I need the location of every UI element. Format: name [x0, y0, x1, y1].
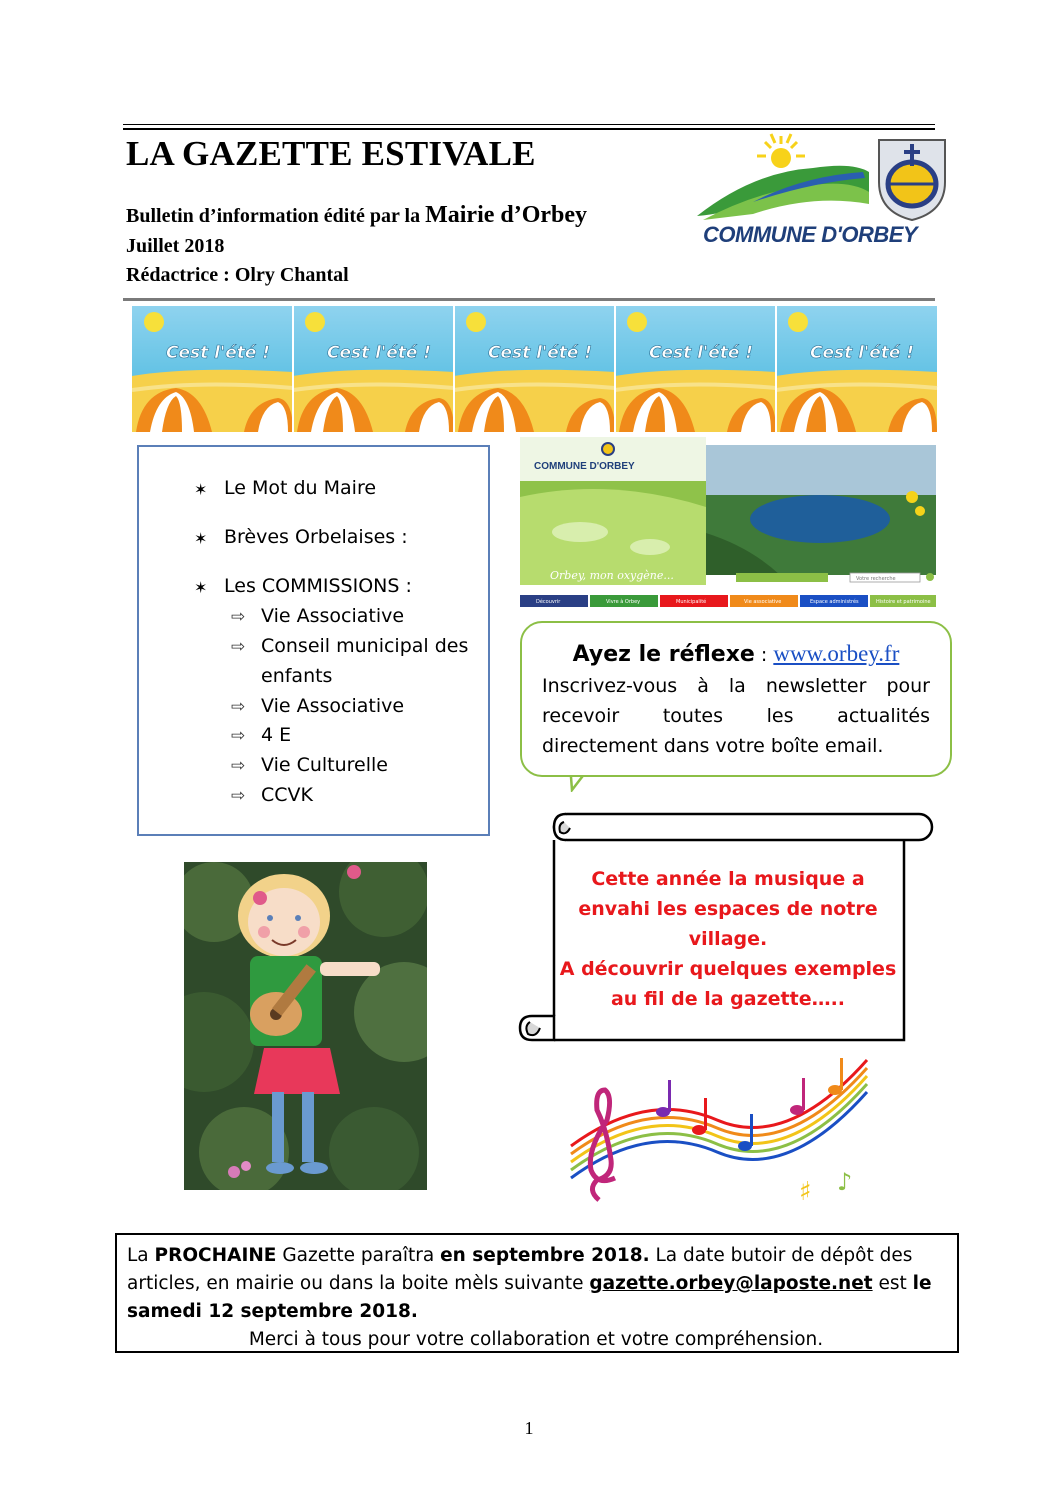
star-bullet-icon: ✶ [194, 480, 208, 499]
notice-bold: en septembre 2018. [440, 1245, 650, 1266]
notice-text: La [127, 1245, 155, 1266]
announcement-line: Cette année la musique a [591, 868, 865, 890]
header-rule [123, 128, 935, 130]
website-link[interactable]: www.orbey.fr [773, 641, 900, 666]
contents-subitem: Vie Culturelle [261, 754, 388, 776]
contents-subitem: Conseil municipal des [261, 635, 469, 657]
site-nav-item: Découvrir [536, 599, 561, 605]
notice-bold: le [912, 1273, 932, 1294]
svg-text:Cest l'été !: Cest l'été ! [166, 343, 271, 363]
site-brand: COMMUNE D'ORBEY [534, 461, 635, 472]
notice-text: La date butoir de dépôt des [649, 1245, 913, 1266]
callout-text-line: recevoir toutes les actualités [542, 705, 930, 727]
arrow-bullet-icon: ⇨ [231, 697, 246, 717]
notice-deadline: samedi 12 septembre 2018. [127, 1301, 418, 1322]
callout-heading [542, 641, 930, 667]
announcement-line: au fil de la gazette….. [610, 988, 846, 1010]
note-icon: ♪ [837, 1168, 853, 1196]
arrow-bullet-icon: ⇨ [231, 756, 246, 776]
notice-text: Gazette paraîtra [276, 1245, 441, 1266]
sun-icon [757, 134, 805, 168]
guitar-girl-photo [184, 862, 427, 1190]
header-subtitle [126, 202, 587, 229]
contents-item: Les COMMISSIONS : [224, 575, 412, 597]
notice-bold: PROCHAINE [154, 1245, 277, 1266]
sharp-icon: ♯ [799, 1177, 812, 1207]
summer-banner [132, 306, 938, 432]
header-rule-thin [123, 124, 935, 125]
contents-subitem: enfants [261, 665, 333, 687]
arrow-bullet-icon: ⇨ [231, 607, 246, 627]
subtitle-mairie: Mairie d’Orbey [425, 202, 588, 228]
subtitle-prefix: Bulletin d’information édité par la [126, 205, 426, 227]
site-tagline: Orbey, mon oxygène... [550, 569, 674, 582]
newsletter-callout [520, 621, 952, 777]
contents-subitem: Vie Associative [261, 605, 405, 627]
notice-line-2 [127, 1273, 945, 1294]
callout-text-line: Inscrivez-vous à la newsletter pour [542, 675, 930, 697]
website-screenshot [520, 437, 936, 607]
editor-line: Rédactrice : Olry Chantal [126, 264, 349, 286]
announcement-line: village. [688, 928, 768, 950]
arrow-bullet-icon: ⇨ [231, 786, 246, 806]
star-bullet-icon: ✶ [194, 529, 208, 548]
callout-heading-sep: : [754, 644, 774, 666]
contents-subitem: CCVK [261, 784, 313, 806]
contents-subitem: 4 E [261, 724, 292, 746]
music-announcement [548, 864, 908, 1014]
site-nav-item: Espace administrés [810, 599, 859, 605]
banner-tile [132, 306, 293, 432]
star-bullet-icon: ✶ [194, 578, 208, 597]
contents-item: Le Mot du Maire [224, 477, 377, 499]
site-nav-item: Municipalité [676, 599, 707, 605]
announcement-line: A découvrir quelques exemples [559, 958, 897, 980]
contents-item: Brèves Orbelaises : [224, 526, 408, 548]
arrow-bullet-icon: ⇨ [231, 637, 246, 657]
page-title: LA GAZETTE ESTIVALE [126, 134, 536, 173]
next-issue-notice [115, 1233, 959, 1353]
gazette-email-link[interactable]: gazette.orbey@laposte.net [589, 1273, 873, 1294]
page-number: 1 [524, 1418, 534, 1438]
callout-text-line: directement dans votre boîte email. [542, 735, 884, 757]
site-nav-item: Vie associative [744, 599, 782, 605]
site-nav-item: Vivre à Orbey [606, 599, 641, 605]
shield-icon [879, 140, 945, 220]
arrow-bullet-icon: ⇨ [231, 726, 246, 746]
notice-line-1 [127, 1245, 945, 1266]
logo-text: COMMUNE D'ORBEY [703, 222, 918, 247]
notice-thanks: Merci à tous pour votre collaboration et votre compréhension. [248, 1329, 824, 1350]
contents-box [137, 445, 490, 836]
music-notes-illustration [567, 1050, 873, 1208]
announcement-line: envahi les espaces de notre [578, 898, 878, 920]
notice-text: articles, en mairie ou dans la boite mèls suivante [127, 1273, 590, 1294]
issue-date: Juillet 2018 [126, 235, 225, 257]
notice-text: est [872, 1273, 913, 1294]
callout-heading-bold: Ayez le réflexe [572, 642, 755, 667]
header-divider [123, 298, 935, 301]
site-nav-item: Histoire et patrimoine [876, 599, 931, 605]
contents-subitem: Vie Associative [261, 695, 405, 717]
site-search-input: Votre recherche [856, 576, 896, 582]
